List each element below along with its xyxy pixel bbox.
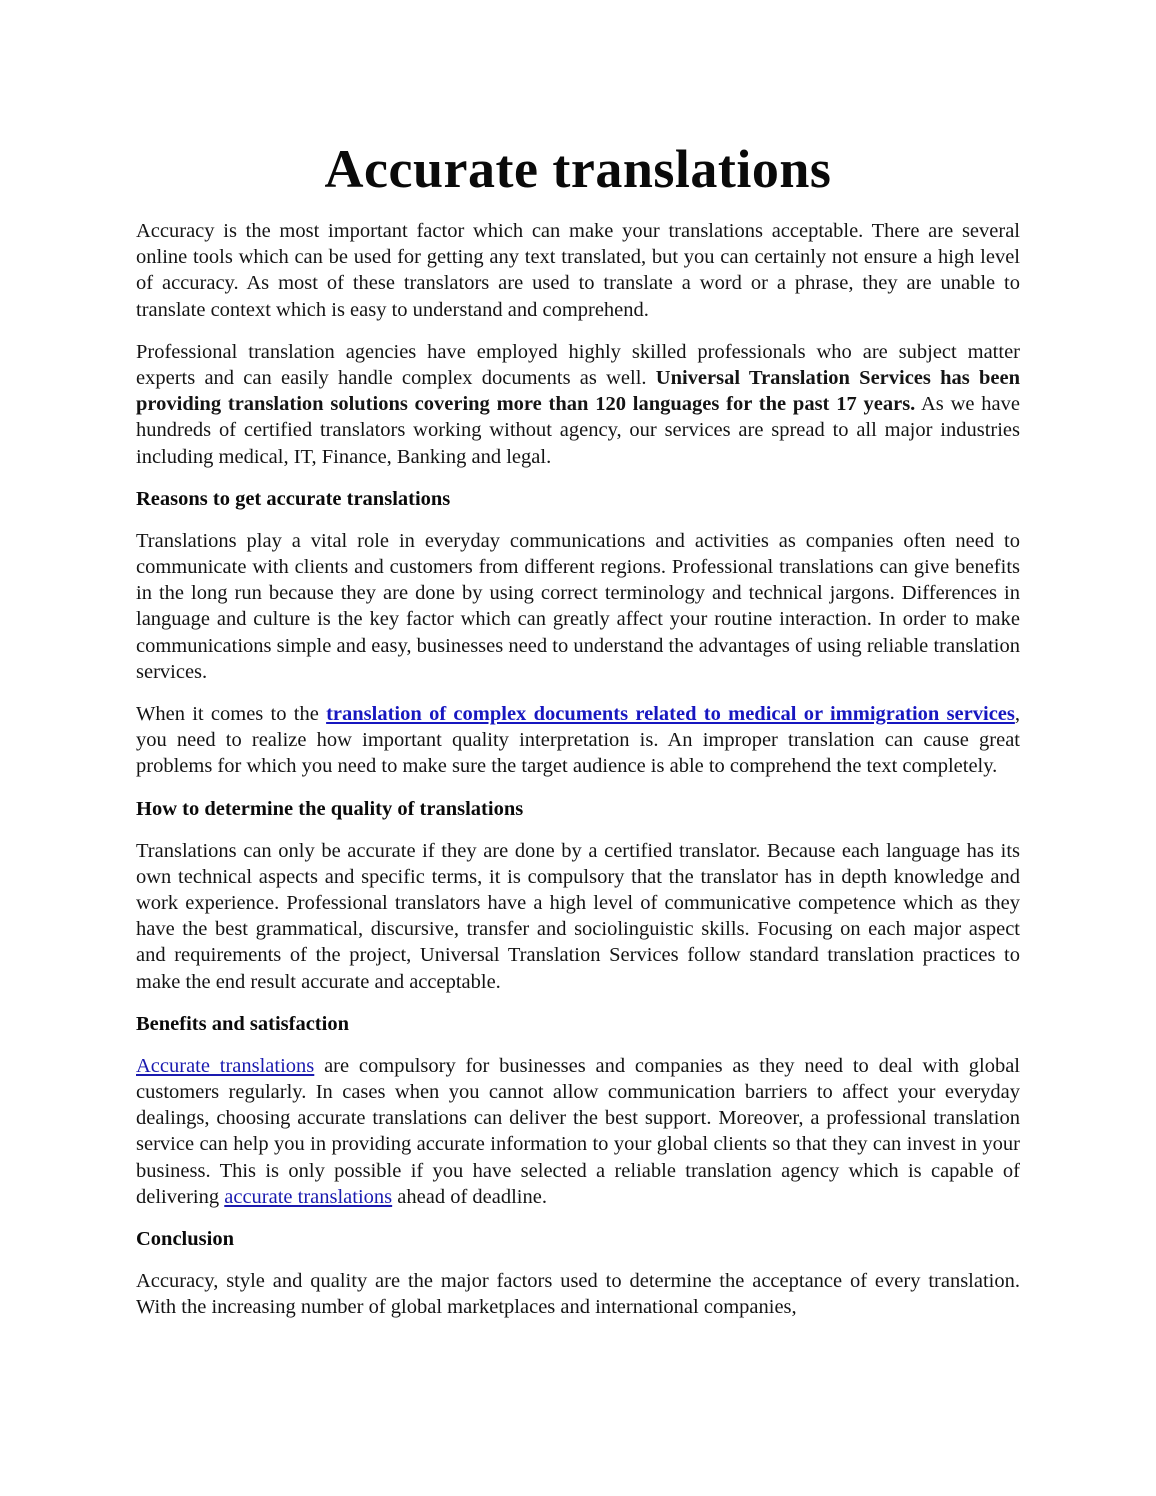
benefits-text-middle: are compulsory for businesses and companies as they need to deal with global customers regularly. In cases when you cannot allow communication barriers to affect your everyday dealings, choosing accurate translations can deliver the best support. Moreover, a professional translation service can help you in providing accurate information to your global clients so that they can invest in your business. This is only possible if you have selected a reliable translation agency which is capable of delivering	[136, 1054, 1020, 1208]
reasons-text-before: When it comes to the	[136, 703, 327, 726]
agencies-text-before: Professional translation agencies have employed highly skilled professionals who are subject matter experts and can easily handle complex documents as well.	[136, 340, 1020, 390]
agencies-bold-statement: Universal Translation Services has been providing translation solutions covering more than 120 languages for the past 17 years.	[136, 367, 1020, 416]
reasons-paragraph-2	[136, 701, 1020, 780]
complex-documents-link[interactable]: translation of complex documents related to medical or immigration services	[326, 703, 1015, 726]
accurate-translations-link-1[interactable]: Accurate translations	[136, 1054, 315, 1077]
document-page	[136, 130, 1020, 1337]
page-title: Accurate translations	[324, 139, 832, 199]
reasons-paragraph-1: Translations play a vital role in everyday communications and activities as companies often need to communicate with clients and customers from different regions. Professional translations can give benefits in the long run because they are done by using correct terminology and technical jargons. Differences in language and culture is the key factor which can greatly affect your routine interaction. In order to make communications simple and easy, businesses need to understand the advantages of using reliable translation services.	[136, 529, 1020, 683]
section-heading-benefits: Benefits and satisfaction	[136, 1012, 349, 1035]
agencies-text-after: As we have hundreds of certified translators working without agency, our services are spread to all major industries including medical, IT, Finance, Banking and legal.	[136, 393, 1020, 468]
accurate-translations-link-2[interactable]: accurate translations	[224, 1185, 393, 1208]
benefits-paragraph	[136, 1053, 1020, 1210]
reasons-text-after: , you need to realize how important quality interpretation is. An improper translation can cause great problems for which you need to make sure the target audience is able to comprehend the text completely.	[136, 703, 1020, 778]
benefits-text-end: ahead of deadline.	[392, 1185, 547, 1208]
intro-paragraph: Accuracy is the most important factor which can make your translations acceptable. There are several online tools which can be used for getting any text translated, but you can certainly not ensure a high level of accuracy. As most of these translators are used to translate a word or a phrase, they are unable to translate context which is easy to understand and comprehend.	[136, 220, 1020, 321]
section-heading-quality: How to determine the quality of translations	[136, 797, 524, 820]
section-heading-reasons: Reasons to get accurate translations	[136, 487, 451, 510]
conclusion-paragraph: Accuracy, style and quality are the major factors used to determine the acceptance of every translation. With the increasing number of global marketplaces and international companies,	[136, 1270, 1020, 1319]
agencies-paragraph	[136, 339, 1020, 470]
quality-paragraph: Translations can only be accurate if they are done by a certified translator. Because each language has its own technical aspects and specific terms, it is compulsory that the translator has in depth knowledge and work experience. Professional translators have a high level of communicative competence which as they have the best grammatical, discursive, transfer and sociolinguistic skills. Focusing on each major aspect and requirements of the project, Universal Translation Services follow standard translation practices to make the end result accurate and acceptable.	[136, 839, 1020, 993]
section-heading-conclusion: Conclusion	[136, 1228, 234, 1251]
